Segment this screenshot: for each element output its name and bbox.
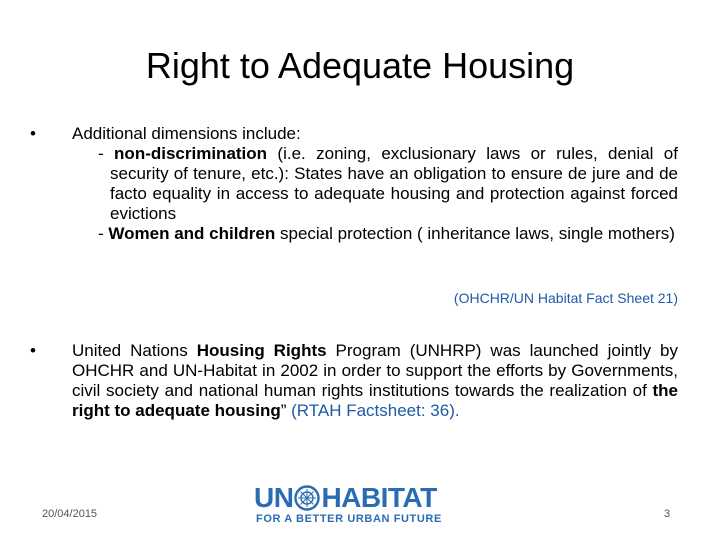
sub-item-women-children <box>98 224 678 244</box>
sub-item-non-discrimination <box>98 144 678 224</box>
rtah-citation: (RTAH Factsheet: 36). <box>291 401 460 420</box>
footer-date: 20/04/2015 <box>42 508 98 520</box>
bullet-dimensions <box>28 124 678 244</box>
logo-text-un: UN <box>254 482 294 513</box>
dash: - <box>98 144 115 163</box>
slide-title: Right to Adequate Housing <box>145 45 575 86</box>
dash: - <box>98 224 109 243</box>
sub-item-text: special protection ( inheritance laws, single mothers) <box>275 224 675 243</box>
term-housing-rights: Housing Rights <box>196 341 327 360</box>
bullet-unhrp <box>28 341 678 421</box>
text-part: ” <box>280 401 292 420</box>
bullet-unhrp-text <box>72 341 678 421</box>
bullet-intro: Additional dimensions include: <box>72 124 301 143</box>
page-number: 3 <box>664 508 671 520</box>
term-non-discrimination: non-discrimination <box>114 144 268 163</box>
un-emblem-icon <box>294 485 320 511</box>
un-habitat-logo <box>254 484 466 528</box>
logo-tagline: FOR A BETTER URBAN FUTURE <box>256 513 442 525</box>
bullet-icon: • <box>30 124 36 143</box>
term-women-children: Women and children <box>108 224 276 243</box>
sub-item-text: (i.e. zoning, exclusionary laws or rules, denial of security of tenure, etc.): States have an obligation to ensure de jure and de facto equality in access to adequate housing and protection against forced evictions <box>110 144 678 223</box>
term-right-to-housing: the right to adequate housing <box>72 381 678 420</box>
text-part: Program (UNHRP) was launched jointly by OHCHR and UN-Habitat in 2002 in order to support the efforts by Governments, civil society and national human rights institutions towards the realization of <box>72 341 678 400</box>
logo-text-habitat: HABITAT <box>321 482 437 513</box>
bullet-icon: • <box>30 341 36 360</box>
text-part: United Nations <box>72 341 197 360</box>
source-citation: (OHCHR/UN Habitat Fact Sheet 21) <box>453 290 678 306</box>
